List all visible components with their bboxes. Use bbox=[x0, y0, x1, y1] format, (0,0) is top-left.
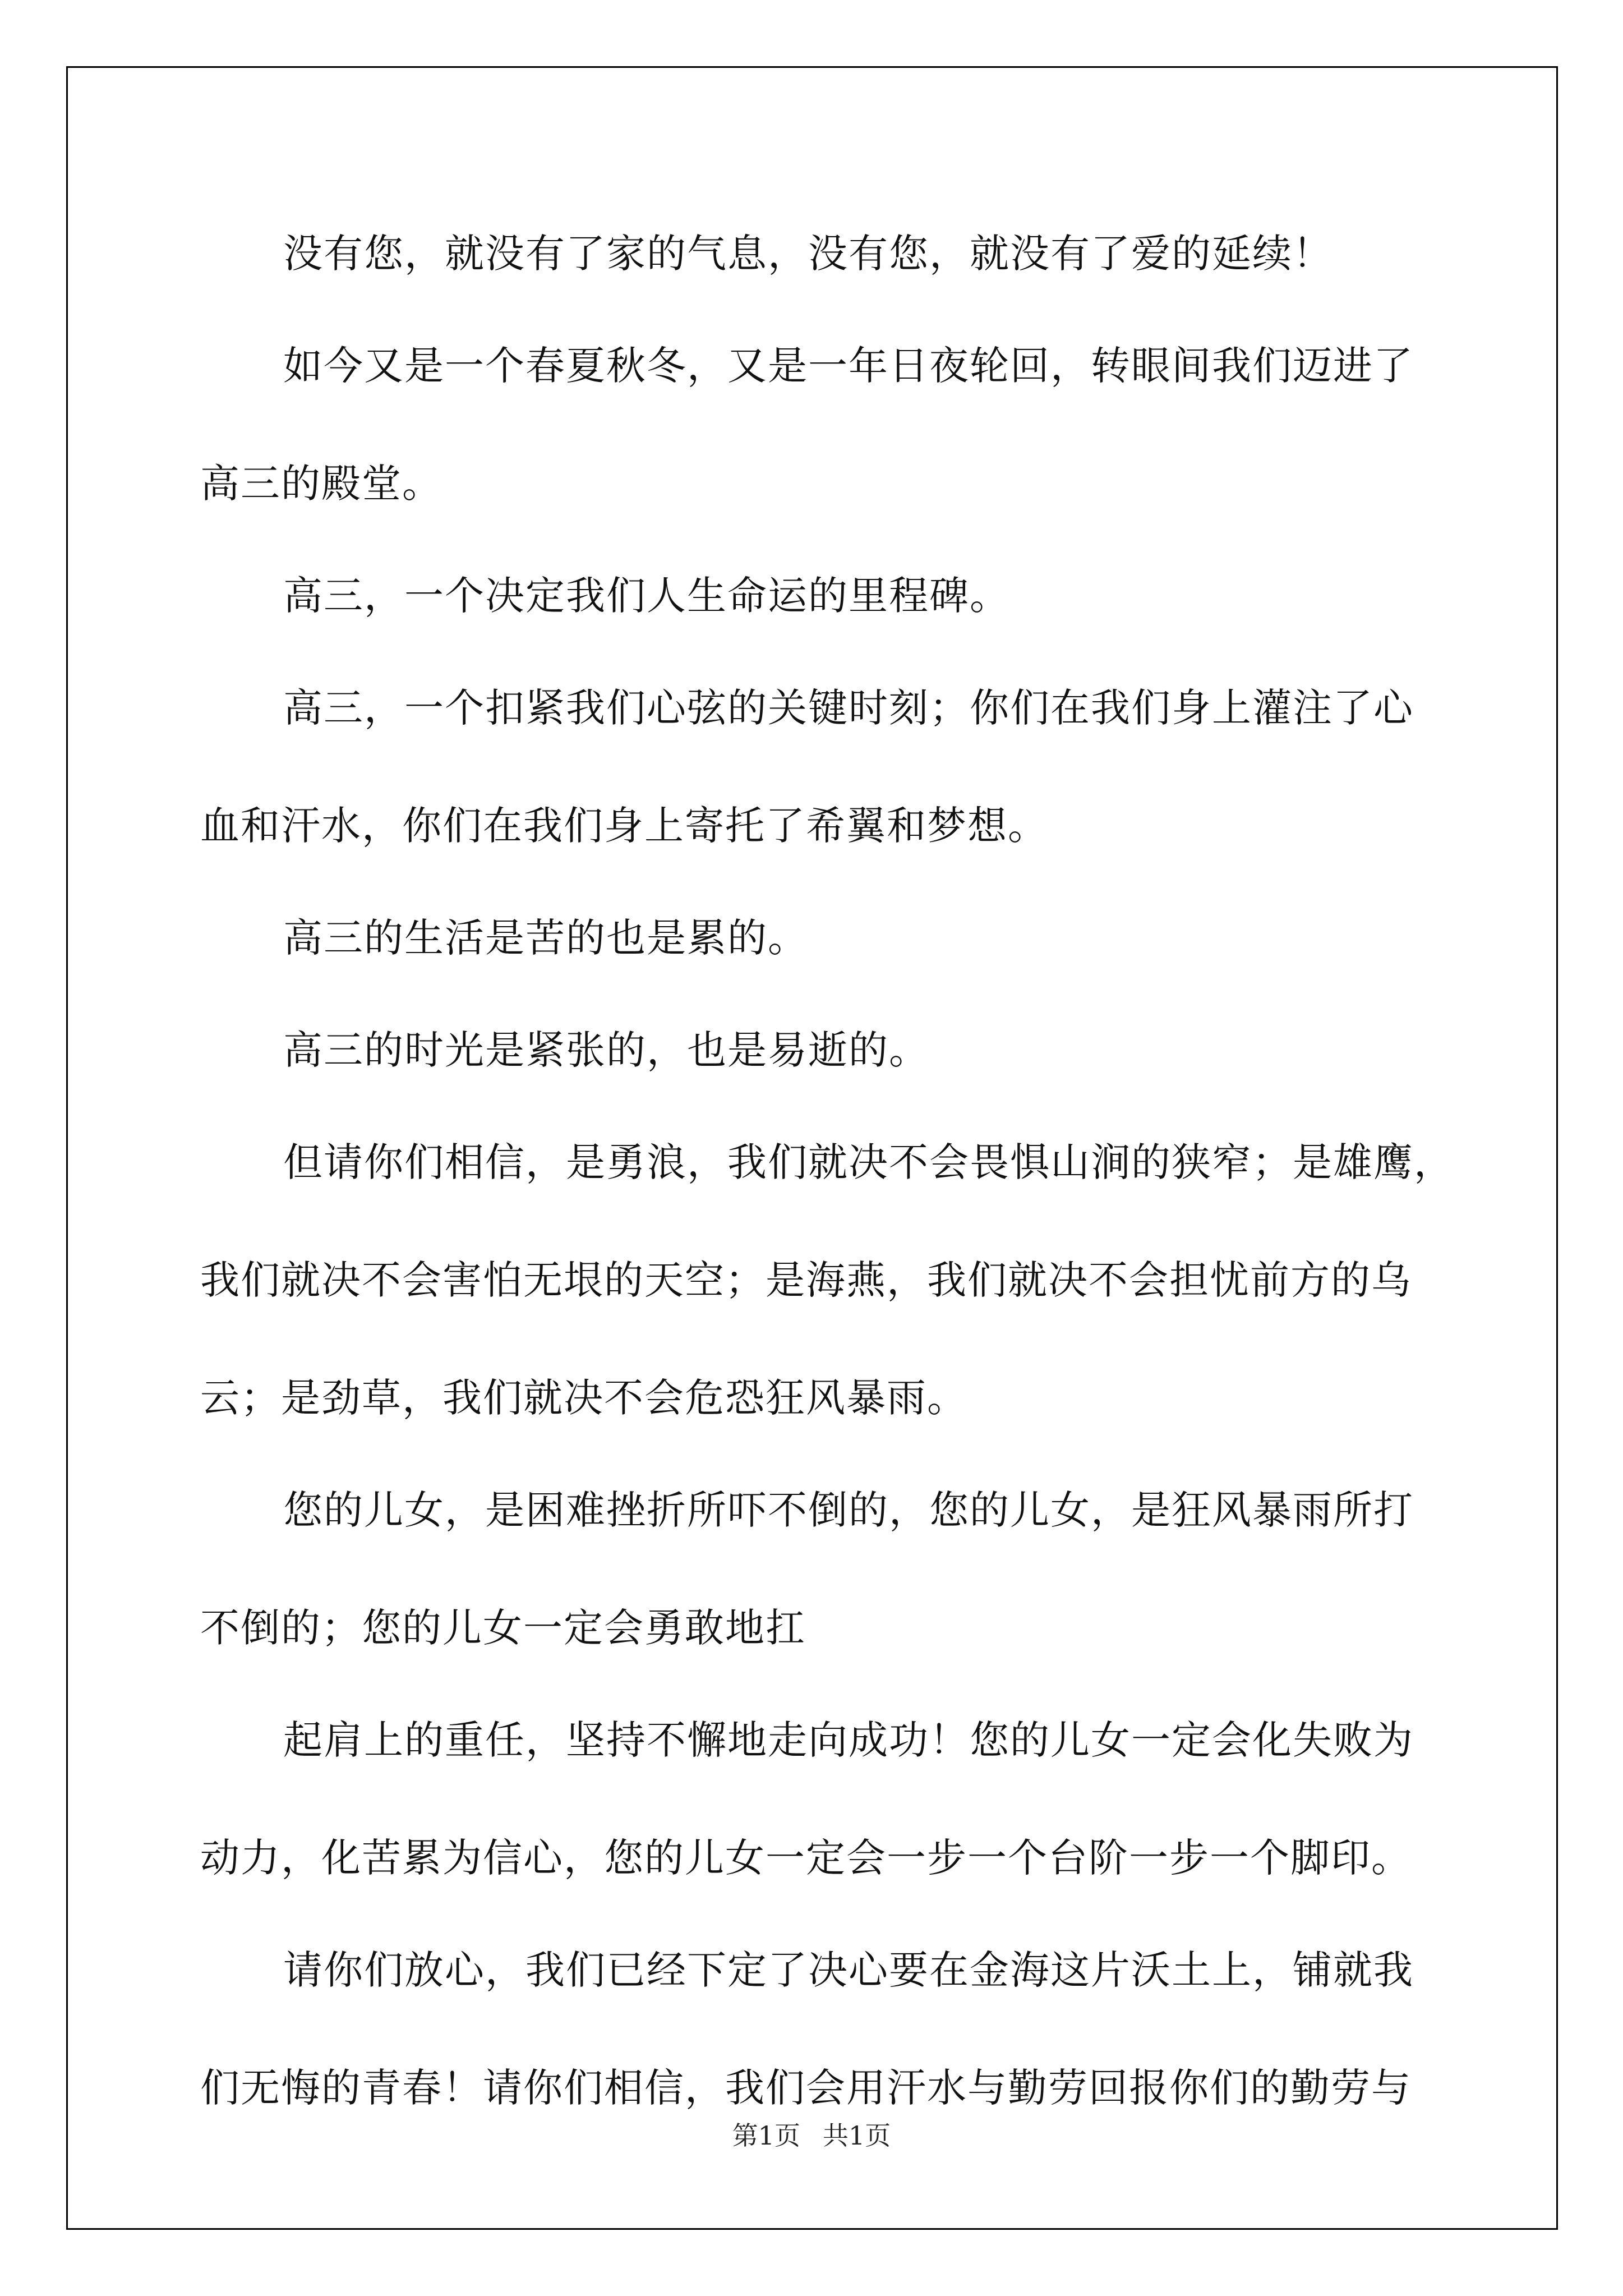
paragraph-line: 高三的时光是紧张的，也是易逝的。 bbox=[283, 1027, 929, 1073]
paragraph-line: 请你们放心，我们已经下定了决心要在金海这片沃土上，铺就我 bbox=[283, 1947, 1414, 1993]
paragraph-6 bbox=[200, 1021, 1440, 1079]
paragraph-8 bbox=[200, 1481, 1440, 1657]
paragraph-2 bbox=[200, 337, 1440, 513]
paragraph-line: 高三的殿堂。 bbox=[200, 461, 442, 507]
paragraph-4 bbox=[200, 679, 1440, 855]
paragraph-line: 不倒的；您的儿女一定会勇敢地扛 bbox=[200, 1605, 806, 1651]
paragraph-line: 没有您，就没有了家的气息，没有您，就没有了爱的延续！ bbox=[283, 231, 1333, 277]
paragraph-1 bbox=[200, 224, 1440, 283]
paragraph-line: 血和汗水，你们在我们身上寄托了希翼和梦想。 bbox=[200, 803, 1048, 849]
paragraph-line: 您的儿女，是困难挫折所吓不倒的，您的儿女，是狂风暴雨所打 bbox=[283, 1487, 1414, 1533]
paragraph-line: 起肩上的重任，坚持不懈地走向成功！您的儿女一定会化失败为 bbox=[283, 1717, 1414, 1763]
paragraph-line: 动力，化苦累为信心，您的儿女一定会一步一个台阶一步一个脚印。 bbox=[200, 1835, 1412, 1881]
page-total: 共1页 bbox=[823, 2120, 891, 2151]
paragraph-line: 如今又是一个春夏秋冬，又是一年日夜轮回，转眼间我们迈进了 bbox=[283, 343, 1414, 389]
paragraph-5 bbox=[200, 909, 1440, 967]
document-body bbox=[200, 224, 1454, 2171]
paragraph-line: 高三，一个决定我们人生命运的里程碑。 bbox=[283, 573, 1010, 619]
page-footer bbox=[0, 2119, 1623, 2152]
paragraph-line: 高三的生活是苦的也是累的。 bbox=[283, 915, 808, 961]
page-number: 第1页 bbox=[732, 2120, 800, 2151]
paragraph-7 bbox=[200, 1133, 1454, 1427]
paragraph-line: 但请你们相信，是勇浪，我们就决不会畏惧山涧的狭窄；是雄鹰， bbox=[283, 1139, 1454, 1185]
paragraph-10 bbox=[200, 1941, 1440, 2117]
paragraph-line: 们无悔的青春！请你们相信，我们会用汗水与勤劳回报你们的勤劳与 bbox=[200, 2065, 1412, 2111]
paragraph-line: 高三，一个扣紧我们心弦的关键时刻；你们在我们身上灌注了心 bbox=[283, 685, 1414, 731]
paragraph-line: 云；是劲草，我们就决不会危恐狂风暴雨。 bbox=[200, 1375, 967, 1421]
paragraph-3 bbox=[200, 567, 1440, 625]
paragraph-line: 我们就决不会害怕无垠的天空；是海燕，我们就决不会担忧前方的乌 bbox=[200, 1257, 1412, 1303]
paragraph-9 bbox=[200, 1711, 1440, 1887]
